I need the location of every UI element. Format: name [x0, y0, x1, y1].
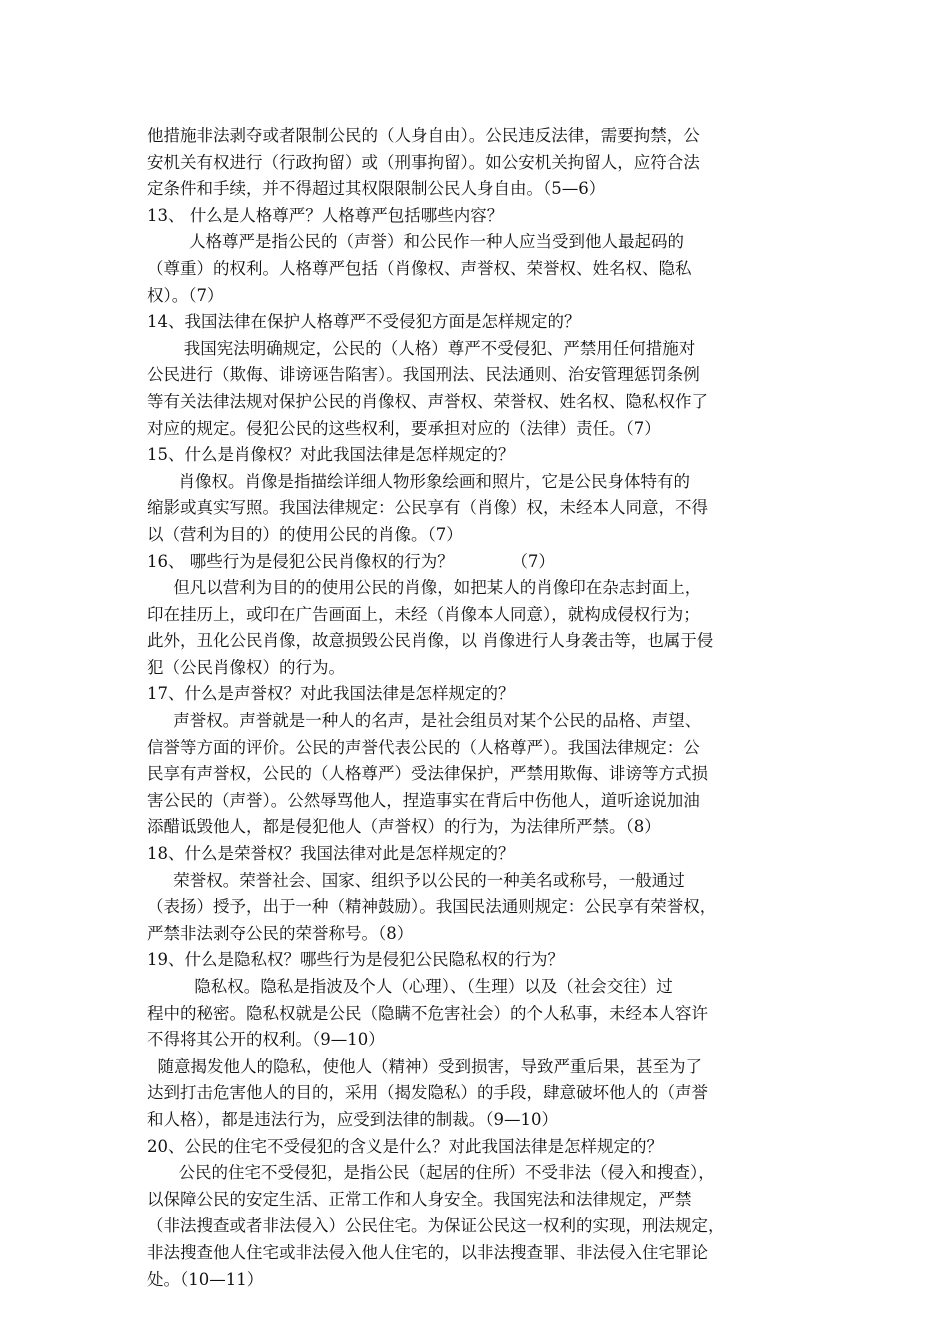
text-line-35: 不得将其公开的权利。（9—10） — [147, 1030, 385, 1050]
text-line-6: （尊重）的权利。人格尊严包括（肖像权、声誉权、荣誉权、姓名权、隐私 — [147, 258, 692, 278]
text-line-33: 隐私权。隐私是指波及个人（心理）、（生理）以及（社会交往）过 — [147, 977, 673, 996]
text-line-24: 信誉等方面的评价。公民的声誉代表公民的（人格尊严）。我国法律规定：公 — [147, 737, 700, 757]
text-line-2: 安机关有权进行（行政拘留）或（刑事拘留）。如公安机关拘留人，应符合法 — [147, 152, 700, 172]
document-body — [147, 123, 807, 1293]
text-line-23: 声誉权。声誉就是一种人的名声，是社会组员对某个公民的品格、声望、 — [147, 711, 702, 731]
text-line-20: 此外，丑化公民肖像，故意损毁公民肖像，以 肖像进行人身袭击等，也属于侵 — [147, 631, 714, 651]
text-line-15: 缩影或真实写照。我国法律规定：公民享有（肖像）权，未经本人同意，不得 — [147, 498, 708, 518]
text-line-7: 权）。（7） — [147, 285, 224, 305]
text-line-38: 和人格），都是违法行为，应受到法律的制裁。（9—10） — [147, 1109, 558, 1129]
text-line-11: 等有关法律法规对保护公民的肖像权、声誉权、荣誉权、姓名权、隐私权作了 — [147, 391, 708, 411]
text-line-30: （表扬）授予，出于一种（精神鼓励）。我国民法通则规定：公民享有荣誉权， — [147, 897, 717, 917]
text-line-9: 我国宪法明确规定，公民的（人格）尊严不受侵犯、严禁用任何措施对 — [147, 338, 696, 358]
text-line-29: 荣誉权。荣誉社会、国家、组织予以公民的一种美名或称号，一般通过 — [147, 870, 685, 890]
text-line-18: 但凡以营利为目的的使用公民的肖像，如把某人的肖像印在杂志封面上， — [147, 578, 702, 598]
text-line-1: 他措施非法剥夺或者限制公民的（人身自由）。公民违反法律，需要拘禁，公 — [147, 126, 700, 145]
text-line-40: 公民的住宅不受侵犯，是指公民（起居的住所）不受非法（侵入和搜查）， — [147, 1163, 715, 1183]
question-13-heading: 13、 什么是人格尊严？人格尊严包括哪些内容？ — [147, 205, 504, 225]
text-line-19: 印在挂历上，或印在广告画面上，未经（肖像本人同意），就构成侵权行为； — [147, 604, 700, 624]
text-line-41: 以保障公民的安定生活、正常工作和人身安全。我国宪法和法律规定，严禁 — [147, 1189, 692, 1209]
text-line-10: 公民进行（欺侮、诽谤诬告陷害）。我国刑法、民法通则、治安管理惩罚条例 — [147, 365, 700, 385]
question-15-heading: 15、什么是肖像权？对此我国法律是怎样规定的？ — [147, 445, 515, 465]
question-14-heading: 14、我国法律在保护人格尊严不受侵犯方面是怎样规定的？ — [147, 312, 581, 332]
question-20-heading: 20、公民的住宅不受侵犯的含义是什么？对此我国法律是怎样规定的？ — [147, 1136, 663, 1156]
question-16-heading: 16、 哪些行为是侵犯公民肖像权的行为？ （7） — [147, 551, 555, 571]
text-line-37: 达到打击危害他人的目的，采用（揭发隐私）的手段，肆意破坏他人的（声誉 — [147, 1083, 708, 1103]
text-line-43: 非法搜查他人住宅或非法侵入他人住宅的，以非法搜查罪、非法侵入住宅罪论 — [147, 1242, 708, 1262]
text-line-16: 以（营利为目的）的使用公民的肖像。（7） — [147, 524, 463, 544]
question-19-heading: 19、什么是隐私权？哪些行为是侵犯公民隐私权的行为？ — [147, 950, 564, 970]
text-line-42: （非法搜查或者非法侵入）公民住宅。为保证公民这一权利的实现，刑法规定， — [147, 1216, 725, 1236]
text-line-36: 随意揭发他人的隐私，使他人（精神）受到损害，导致严重后果，甚至为了 — [147, 1056, 702, 1076]
text-line-21: 犯（公民肖像权）的行为。 — [147, 657, 345, 677]
text-line-3: 定条件和手续，并不得超过其权限限制公民人身自由。（5—6） — [147, 179, 606, 199]
text-line-27: 添醋诋毁他人，都是侵犯他人（声誉权）的行为，为法律所严禁。（8） — [147, 817, 661, 837]
text-line-31: 严禁非法剥夺公民的荣誉称号。（8） — [147, 923, 414, 943]
text-line-44: 处。（10—11） — [147, 1269, 264, 1289]
text-line-5: 人格尊严是指公民的（声誉）和公民作一种人应当受到他人最起码的 — [147, 232, 684, 252]
question-18-heading: 18、什么是荣誉权？我国法律对此是怎样规定的？ — [147, 844, 515, 864]
text-line-12: 对应的规定。侵犯公民的这些权利，要承担对应的（法律）责任。（7） — [147, 418, 661, 438]
question-17-heading: 17、什么是声誉权？对此我国法律是怎样规定的？ — [147, 684, 515, 704]
text-line-14: 肖像权。肖像是指描绘详细人物形象绘画和照片，它是公民身体特有的 — [147, 471, 690, 491]
text-line-34: 程中的秘密。隐私权就是公民（隐瞒不危害社会）的个人私事，未经本人容许 — [147, 1003, 708, 1023]
text-line-26: 害公民的（声誉）。公然辱骂他人，捏造事实在背后中伤他人，道听途说加油 — [147, 790, 700, 810]
text-line-25: 民享有声誉权，公民的（人格尊严）受法律保护，严禁用欺侮、诽谤等方式损 — [147, 764, 708, 784]
